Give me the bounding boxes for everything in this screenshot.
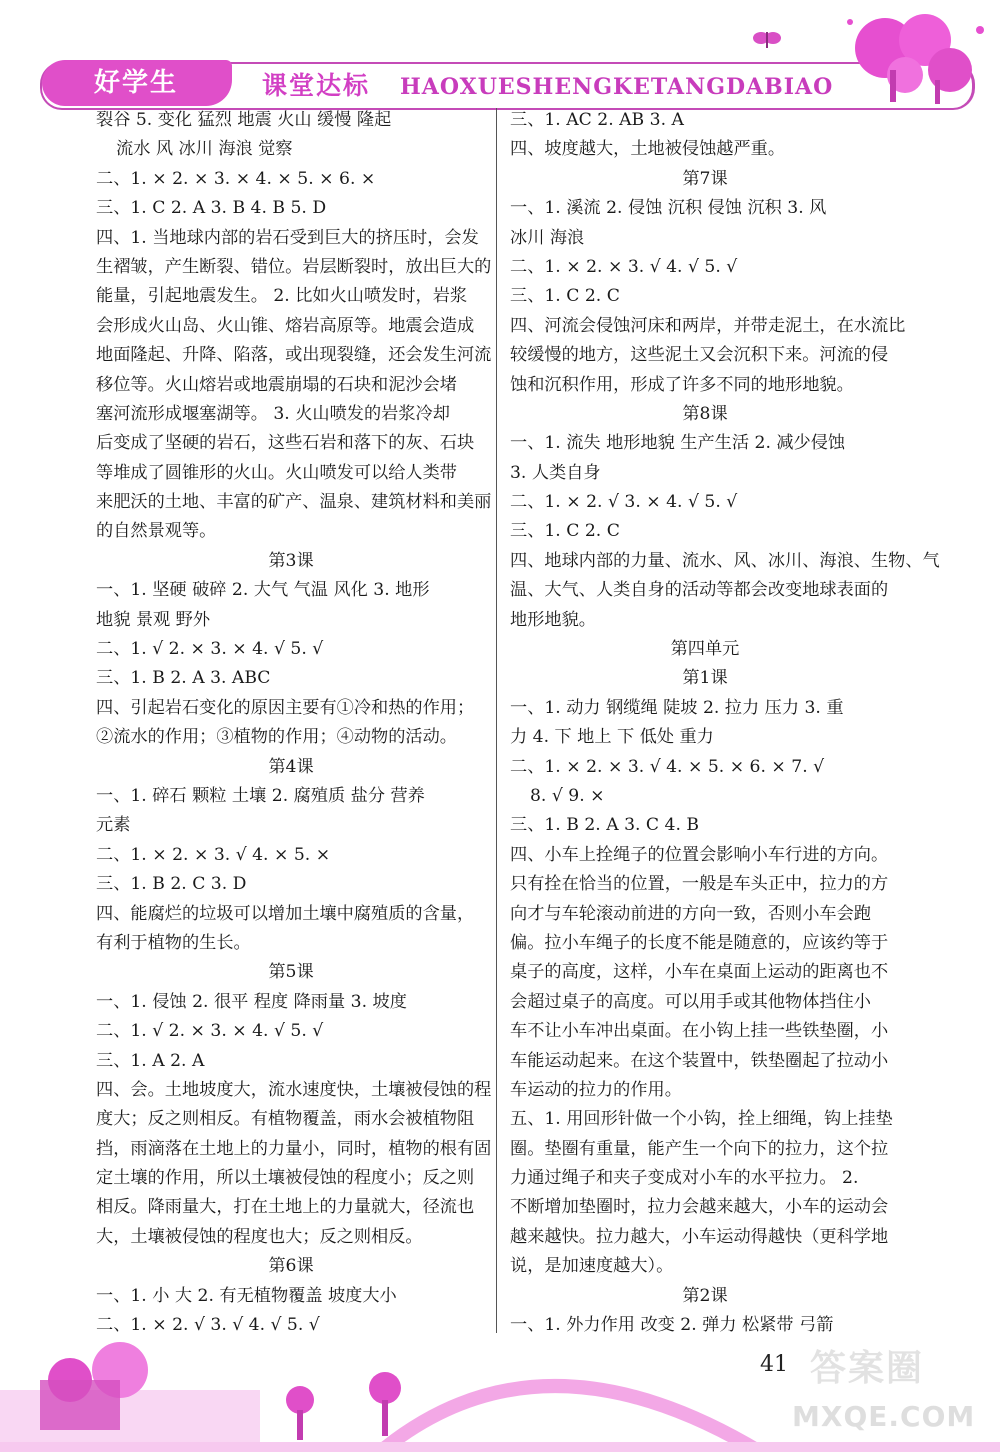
brand-badge: 好学生 [42, 60, 232, 106]
answer-line: 四、小车上拴绳子的位置会影响小车行进的方向。 [510, 844, 889, 865]
lesson-heading: 第5课 [268, 962, 314, 983]
answer-line: 越来越快。拉力越大，小车运动得越快（更科学地 [510, 1226, 889, 1247]
answer-line: 三、1. B 2. A 3. ABC [96, 668, 271, 689]
lesson-heading: 第四单元 [670, 639, 740, 660]
answer-line: 地形地貌。 [510, 609, 596, 630]
answer-line: 四、1. 当地球内部的岩石受到巨大的挤压时，会发 [96, 227, 479, 248]
answer-line: 一、1. 坚硬 破碎 2. 大气 气温 风化 3. 地形 [96, 580, 430, 601]
answer-line: 力 4. 下 地上 下 低处 重力 [510, 727, 714, 748]
answer-line: 有利于植物的生长。 [96, 932, 251, 953]
answer-line: 一、1. 小 大 2. 有无植物覆盖 坡度大小 [96, 1285, 397, 1306]
answer-line: 三、1. C 2. A 3. B 4. B 5. D [96, 198, 327, 219]
answer-line: 3. 人类自身 [510, 462, 601, 483]
answer-line: 四、能腐烂的垃圾可以增加土壤中腐殖质的含量， [96, 903, 475, 924]
answer-line: 四、河流会侵蚀河床和两岸，并带走泥土，在水流比 [510, 315, 906, 336]
answer-line: 二、1. × 2. × 3. √ 4. × 5. × 6. × 7. √ [510, 756, 825, 777]
answer-line: 的自然景观等。 [96, 521, 217, 542]
lesson-heading: 第7课 [682, 168, 728, 189]
series-title: 课堂达标 [262, 71, 371, 100]
answer-line: 车不让小车冲出桌面。在小钩上挂一些铁垫圈，小 [510, 1021, 889, 1042]
answer-line: 二、1. × 2. × 3. × 4. × 5. × 6. × [96, 168, 376, 189]
lesson-heading: 第1课 [682, 668, 728, 689]
lesson-heading: 第2课 [682, 1285, 728, 1306]
series-pinyin: HAOXUESHENGKETANGDABIAO [400, 74, 834, 100]
answer-line: 冰川 海浪 [510, 227, 585, 248]
answer-line: 三、1. A 2. A [96, 1050, 205, 1071]
watermark-text: 答案圈 [810, 1348, 925, 1389]
lesson-heading: 第4课 [268, 756, 314, 777]
answer-line: 元素 [96, 815, 131, 836]
lesson-heading: 第8课 [682, 403, 728, 424]
answer-line: 说，是加速度越大）。 [510, 1256, 674, 1277]
answer-line: 后变成了坚硬的岩石，这些石岩和落下的灰、石块 [96, 433, 475, 454]
answer-line: 三、1. B 2. C 3. D [96, 874, 247, 895]
answer-line: 四、会。土地坡度大，流水速度快，土壤被侵蚀的程 [96, 1079, 492, 1100]
answer-line: 二、1. √ 2. × 3. × 4. √ 5. √ [96, 639, 324, 660]
answer-line: 不断增加垫圈时，拉力会越来越大，小车的运动会 [510, 1197, 889, 1218]
answer-line: 三、1. C 2. C [510, 286, 620, 307]
answer-line: 塞河流形成堰塞湖等。 3. 火山喷发的岩浆冷却 [96, 403, 450, 424]
butterfly-icon [752, 28, 782, 52]
page-header [0, 0, 1000, 110]
answer-line: 二、1. × 2. √ 3. √ 4. √ 5. √ [96, 1315, 320, 1336]
answer-line: 一、1. 溪流 2. 侵蚀 沉积 侵蚀 沉积 3. 风 [510, 198, 827, 219]
answer-line: 来肥沃的土地、丰富的矿产、温泉、建筑材料和美丽 [96, 492, 492, 513]
answer-line: 五、1. 用回形针做一个小钩，拴上细绳，钩上挂垫 [510, 1109, 893, 1130]
answer-line: 桌子的高度，这样，小车在桌面上运动的距离也不 [510, 962, 889, 983]
answer-line: 一、1. 碎石 颗粒 土壤 2. 腐殖质 盐分 营养 [96, 785, 425, 806]
answer-line: 力通过绳子和夹子变成对小车的水平拉力。 2. [510, 1168, 859, 1189]
answer-line: 偏。拉小车绳子的长度不能是随意的，应该约等于 [510, 932, 889, 953]
answer-line: 二、1. × 2. √ 3. × 4. √ 5. √ [510, 492, 738, 513]
answer-line: 四、引起岩石变化的原因主要有①冷和热的作用； [96, 697, 475, 718]
decorative-tree-icon [830, 0, 1000, 110]
answer-line: 四、地球内部的力量、流水、风、冰川、海浪、生物、气 [510, 550, 940, 571]
answer-line: 一、1. 流失 地形地貌 生产生活 2. 减少侵蚀 [510, 433, 846, 454]
answer-line: 向才与车轮滚动前进的方向一致，否则小车会跑 [510, 903, 871, 924]
answer-line: 二、1. × 2. × 3. √ 4. × 5. × [96, 844, 331, 865]
answer-line: 三、1. AC 2. AB 3. A [510, 110, 684, 130]
left-column [96, 106, 492, 1340]
column-divider [496, 108, 497, 1333]
lesson-heading: 第3课 [268, 550, 314, 571]
answer-line: 一、1. 外力作用 改变 2. 弹力 松紧带 弓箭 [510, 1315, 834, 1336]
answer-line: 流水 风 冰川 海浪 觉察 [116, 139, 293, 160]
answer-line: 车运动的拉力的作用。 [510, 1079, 682, 1100]
answer-line: 一、1. 侵蚀 2. 很平 程度 降雨量 3. 坡度 [96, 991, 407, 1012]
answer-line: 圈。垫圈有重量，能产生一个向下的拉力，这个拉 [510, 1138, 889, 1159]
answer-line: 相反。降雨量大，打在土地上的力量就大，径流也 [96, 1197, 475, 1218]
answer-line: 地面隆起、升降、陷落，或出现裂缝，还会发生河流 [96, 345, 492, 366]
answer-line: 车能运动起来。在这个装置中，铁垫圈起了拉动小 [510, 1050, 889, 1071]
answer-line: 蚀和沉积作用，形成了许多不同的地形地貌。 [510, 374, 854, 395]
answer-line: 裂谷 5. 变化 猛烈 地震 火山 缓慢 隆起 [96, 110, 392, 130]
answer-line: 挡，雨滴落在土地上的力量小，同时，植物的根有固 [96, 1138, 492, 1159]
answer-line: 只有拴在恰当的位置，一般是车头正中，拉力的方 [510, 874, 889, 895]
answer-line: 三、1. C 2. C [510, 521, 620, 542]
answer-line: 四、坡度越大，土地被侵蚀越严重。 [510, 139, 786, 160]
answer-line: 等堆成了圆锥形的火山。火山喷发可以给人类带 [96, 462, 457, 483]
answer-line: 一、1. 动力 钢缆绳 陡坡 2. 拉力 压力 3. 重 [510, 697, 844, 718]
answer-line: 生褶皱，产生断裂、错位。岩层断裂时，放出巨大的 [96, 256, 492, 277]
answer-line: 较缓慢的地方，这些泥土又会沉积下来。河流的侵 [510, 345, 889, 366]
answer-line: 定土壤的作用，所以土壤被侵蚀的程度小；反之则 [96, 1168, 475, 1189]
answer-line: 会超过桌子的高度。可以用手或其他物体挡住小 [510, 991, 871, 1012]
answer-line: 三、1. B 2. A 3. C 4. B [510, 815, 700, 836]
answer-line: 会形成火山岛、火山锥、熔岩高原等。地震会造成 [96, 315, 475, 336]
answer-line: 二、1. × 2. × 3. √ 4. √ 5. √ [510, 256, 738, 277]
answer-line: 温、大气、人类自身的活动等都会改变地球表面的 [510, 580, 889, 601]
answer-line: ②流水的作用；③植物的作用；④动物的活动。 [96, 727, 457, 748]
answer-line: 地貌 景观 野外 [96, 609, 211, 630]
right-column [510, 106, 940, 1340]
answer-line: 二、1. √ 2. × 3. × 4. √ 5. √ [96, 1021, 324, 1042]
answer-line: 8. √ 9. × [530, 785, 605, 806]
lesson-heading: 第6课 [268, 1256, 314, 1277]
answer-line: 移位等。火山熔岩或地震崩塌的石块和泥沙会堵 [96, 374, 457, 395]
answer-line: 能量，引起地震发生。 2. 比如火山喷发时，岩浆 [96, 286, 468, 307]
answer-line: 度大；反之则相反。有植物覆盖，雨水会被植物阻 [96, 1109, 475, 1130]
page-number: 41 [760, 1352, 788, 1377]
watermark-url: MXQE.COM [792, 1400, 976, 1433]
answer-line: 大，土壤被侵蚀的程度也大；反之则相反。 [96, 1226, 423, 1247]
